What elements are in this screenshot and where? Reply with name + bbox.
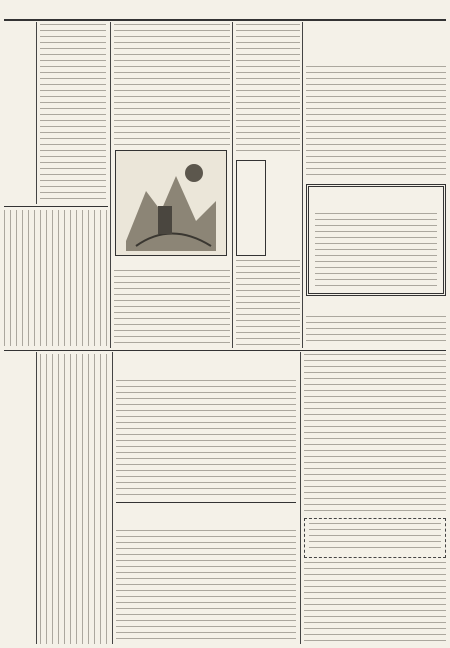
- article-a1-body: [40, 24, 106, 204]
- article-a11: [116, 354, 296, 378]
- article-a9-headline: [310, 302, 442, 314]
- article-a12: [116, 506, 296, 528]
- section-rule: [4, 206, 108, 207]
- article-a1: [4, 24, 34, 174]
- column-rule: [112, 352, 113, 644]
- article-a6-subhead: [274, 190, 294, 250]
- article-a6-body: [236, 260, 300, 346]
- article-a5-body: [236, 24, 300, 154]
- boxed-notice: [304, 518, 446, 558]
- column-rule: [302, 22, 303, 348]
- article-a13-body: [304, 562, 446, 644]
- article-a12-body-block: [116, 530, 296, 644]
- article-a10-body-block: [40, 354, 110, 644]
- article-a1-headline: [8, 24, 30, 174]
- article-a8-body: [315, 213, 437, 291]
- article-a1-body-block: [40, 24, 106, 204]
- article-a7-byline: [310, 54, 440, 63]
- article-a10: [4, 354, 34, 644]
- column-rule: [300, 352, 301, 644]
- article-a11-headline: [146, 356, 286, 376]
- article-a10-headline: [9, 394, 29, 594]
- article-a6-headline: [241, 165, 261, 251]
- article-a3: [114, 24, 230, 146]
- article-a9-continued: [304, 354, 446, 514]
- article-a11-body-block: [116, 380, 296, 500]
- dateline: [10, 5, 270, 15]
- article-a6: [270, 160, 300, 256]
- article-a10-body: [40, 354, 110, 644]
- illustration-caption: [115, 258, 227, 268]
- article-a6-body-block: [236, 260, 300, 346]
- article-a9-body: [306, 316, 446, 346]
- article-a2: [4, 210, 108, 346]
- illustration-figure: [116, 151, 226, 255]
- article-a9-continued-body: [304, 354, 446, 514]
- column-rule: [36, 22, 37, 204]
- article-a13: [304, 562, 446, 644]
- boxed-notice-body: [309, 523, 441, 553]
- article-a7-body-block: [306, 66, 446, 180]
- boxed-essay: [306, 184, 446, 296]
- boxed-vertical-title: [236, 160, 266, 256]
- masthead: [4, 2, 446, 18]
- section-rule: [4, 350, 446, 351]
- article-a7: [306, 24, 446, 64]
- masthead-rule: [4, 19, 446, 21]
- article-a7-headline: [310, 30, 410, 54]
- article-a4: [114, 270, 230, 346]
- woodcut-illustration: [115, 150, 227, 256]
- column-rule: [110, 22, 111, 348]
- column-rule: [36, 352, 37, 644]
- article-a12-body: [116, 530, 296, 644]
- article-a8-headline: [339, 191, 419, 209]
- column-rule: [232, 22, 233, 348]
- article-a2-body: [4, 210, 108, 346]
- article-a3-body: [114, 24, 230, 146]
- article-a9: [306, 300, 446, 346]
- section-rule: [116, 502, 296, 503]
- article-a4-body: [114, 270, 230, 346]
- article-a7-body: [306, 66, 446, 180]
- article-a11-body: [116, 380, 296, 500]
- article-a5: [236, 24, 300, 154]
- paper-name: [340, 2, 440, 18]
- article-a12-headline: [146, 508, 286, 526]
